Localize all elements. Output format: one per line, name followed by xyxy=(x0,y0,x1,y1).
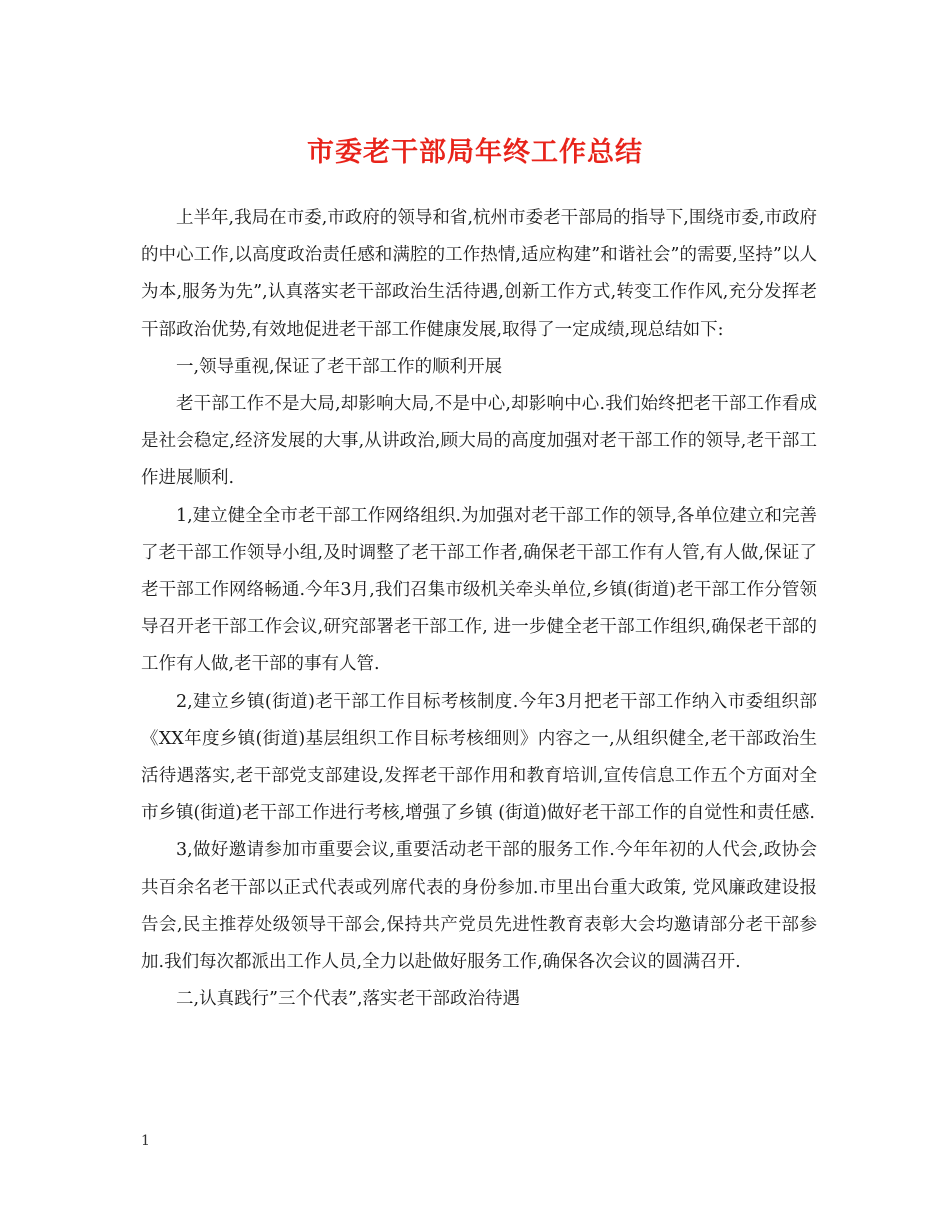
page-number: 1 xyxy=(141,1133,150,1149)
section-heading-2: 二,认真践行”三个代表”,落实老干部政治待遇 xyxy=(176,989,521,1010)
paragraph-item-2: 2,建立乡镇(街道)老干部工作目标考核制度.今年3月把老干部工作纳入市委组织部《XX年度乡镇(街道)基层组织工作目标考核细则》内容之一,从组织健全,老干部政治生活待遇落实,老干部党支部建设,发挥老干部作用和教育培训,宣传信息工作五个方面对全市乡镇(街道)老干部工作进行考核,增强了乡镇 (街道)做好老干部工作的自觉性和责任感. xyxy=(141,691,817,824)
section-heading-1: 一,领导重视,保证了老干部工作的顺利开展 xyxy=(176,356,503,377)
paragraph-item-1: 1,建立健全全市老干部工作网络组织.为加强对老干部工作的领导,各单位建立和完善了老干部工作领导小组,及时调整了老干部工作者,确保老干部工作有人管,有人做,保证了老干部工作网络畅通.今年3月,我们召集市级机关牵头单位,乡镇(街道)老干部工作分管领导召开老干部工作会议,研究部署老干部工作, 进一步健全老干部工作组织,确保老干部的工作有人做,老干部的事有人管. xyxy=(141,505,817,675)
paragraph-intro: 上半年,我局在市委,市政府的领导和省,杭州市委老干部局的指导下,围绕市委,市政府的中心工作,以高度政治责任感和满腔的工作热情,适应构建”和谐社会”的需要,坚持”以人为本,服务为先”,认真落实老干部政治生活待遇,创新工作方式,转变工作作风,充分发挥老干部政治优势,有效地促进老干部工作健康发展,取得了一定成绩,现总结如下: xyxy=(141,208,817,340)
document-title: 市委老干部局年终工作总结 xyxy=(307,137,643,168)
document-body xyxy=(141,200,817,1018)
paragraph-item-3: 3,做好邀请参加市重要会议,重要活动老干部的服务工作.今年年初的人代会,政协会共百余名老干部以正式代表或列席代表的身份参加.市里出台重大政策, 党风廉政建设报告会,民主推荐处级领导干部会,保持共产党员先进性教育表彰大会均邀请部分老干部参加.我们每次都派出工作人员,全力以赴做好服务工作,确保各次会议的圆满召开. xyxy=(141,840,817,973)
paragraph-section-1: 老干部工作不是大局,却影响大局,不是中心,却影响中心.我们始终把老干部工作看成是社会稳定,经济发展的大事,从讲政治,顾大局的高度加强对老干部工作的领导,老干部工作进展顺利. xyxy=(141,394,817,489)
